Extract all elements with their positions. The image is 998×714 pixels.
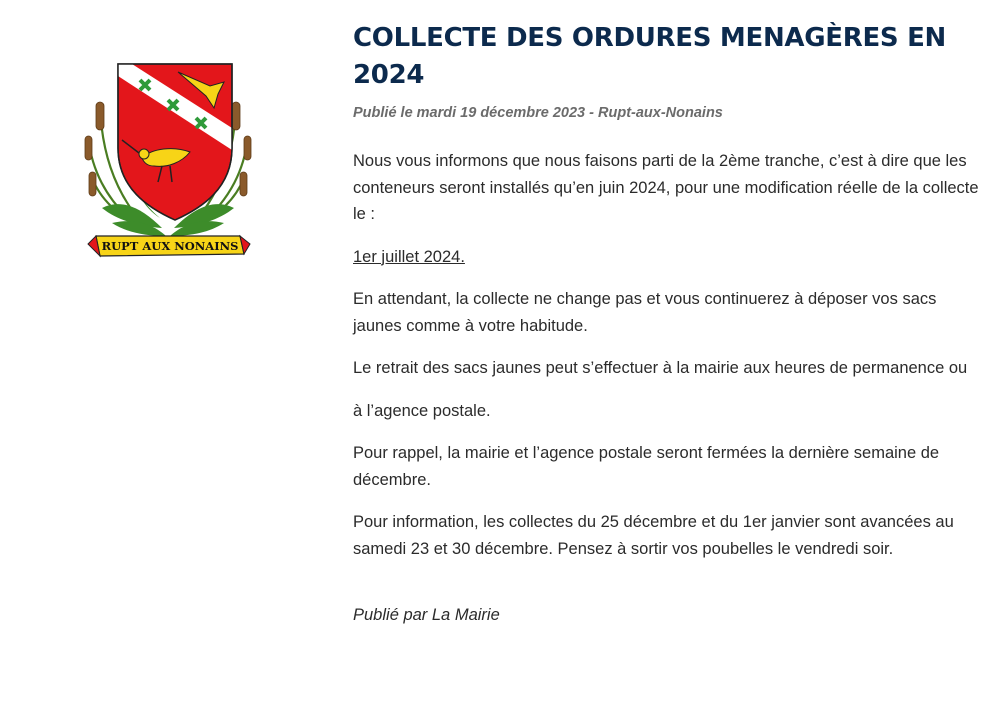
article-title: COLLECTE DES ORDURES MENAGÈRES EN 2024 [353,23,947,90]
paragraph: Nous vous informons que nous faisons parti de la 2ème tranche, c’est à dire que les conteneurs seront installés qu’en juin 2024, pour une modification réelle de la collecte le : [353,152,979,223]
article-body [353,148,983,562]
banner-text: RUPT AUX NONAINS [101,239,239,253]
paragraph: à l’agence postale. [353,401,491,420]
shield [118,64,232,220]
motto-banner [88,236,250,256]
paragraph-date [353,244,983,271]
published-by: Publié par La Mairie [353,606,500,624]
paragraph: Pour rappel, la mairie et l’agence postale seront fermées la dernière semaine de décembre. [353,444,940,489]
date-link[interactable]: 1er juillet 2024. [353,247,465,266]
article [353,20,983,625]
paragraph: Le retrait des sacs jaunes peut s’effectuer à la mairie aux heures de permanence ou [353,359,968,377]
paragraph: En attendant, la collecte ne change pas et vous continuerez à déposer vos sacs jaunes comme à votre habitude. [353,290,937,335]
publication-meta: Publié le mardi 19 décembre 2023 - Rupt-aux-Nonains [353,105,723,121]
coat-of-arms-logo [82,58,254,266]
paragraph: Pour information, les collectes du 25 décembre et du 1er janvier sont avancées au samedi 23 et 30 décembre. Pensez à sortir vos poubelles le vendredi soir. [353,513,954,558]
